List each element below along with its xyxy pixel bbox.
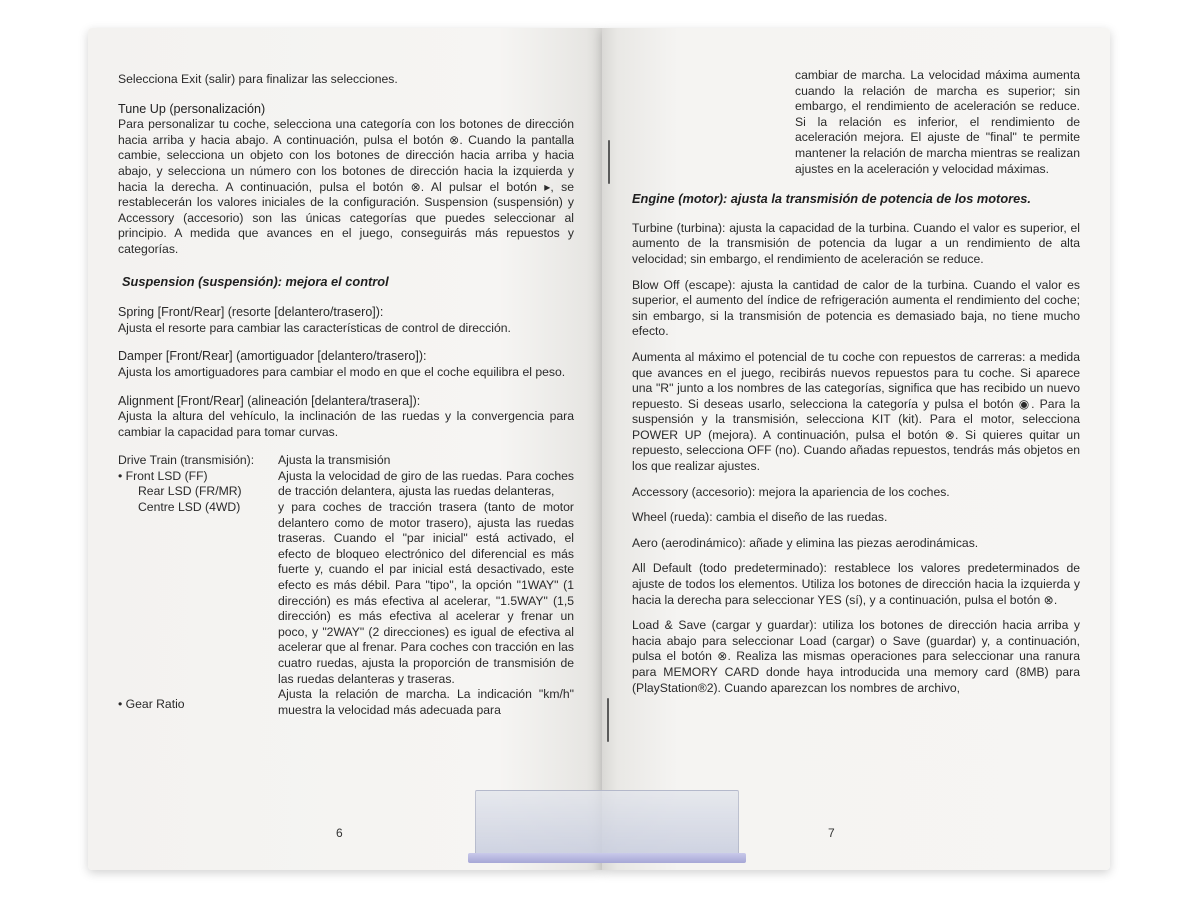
accessory-item bbox=[632, 485, 1080, 501]
damper-block bbox=[118, 349, 574, 380]
loadsave-body: (cargar y guardar): utiliza los botones de dirección hacia arriba y hacia abajo para seleccionar Load (cargar) o Save (guardar) y, a continuación, pulsa el botón ⊗. Realiza las mismas operaciones para seleccionar una ranura para MEMORY CARD donde haya introducida una memory card (8MB) para (PlayStation®2). Cuando aparezcan los nombres de archivo, bbox=[632, 618, 1080, 695]
front-lsd-label: • Front LSD (FF) bbox=[118, 468, 208, 483]
binding-staple-top bbox=[608, 140, 610, 184]
binding-staple-bottom bbox=[607, 698, 609, 742]
drive-train-desc: Ajusta la transmisión bbox=[278, 453, 391, 468]
tune-up-title: Tune Up (personalización) bbox=[118, 101, 266, 116]
wheel-item bbox=[632, 510, 1080, 526]
page-number-left: 6 bbox=[336, 826, 343, 840]
drive-train-label: Drive Train (transmisión): bbox=[118, 453, 255, 468]
manual-booklet bbox=[88, 28, 1110, 870]
aero-body: (aerodinámico): añade y elimina las piezas aerodinámicas. bbox=[657, 535, 979, 550]
loadsave-item bbox=[632, 618, 1080, 696]
gear-continuation: cambiar de marcha. La velocidad máxima aumenta cuando la relación de marcha es superior; sin embargo, el rendimiento de aceleración se reduce. Si la relación es inferior, el rendimiento de aceleración mejora. El ajuste de "final" te permite mantener la relación de marcha mientras se realizan ajustes en la aceleración y velocidad máximas. bbox=[795, 68, 1080, 176]
wheel-term: Wheel bbox=[632, 510, 667, 525]
gear-ratio-label: • Gear Ratio bbox=[118, 697, 185, 712]
loadsave-term: Load & Save bbox=[632, 618, 707, 633]
rear-lsd-label: Rear LSD (FR/MR) bbox=[138, 484, 242, 499]
damper-title: Damper [Front/Rear] (amortiguador [delantero/trasero]): bbox=[118, 349, 427, 364]
spring-block bbox=[118, 305, 574, 336]
lsd-desc: Ajusta la velocidad de giro de las ruedas. Para coches de tracción delantera, ajusta las ruedas delanteras, bbox=[278, 468, 574, 499]
page-left-content bbox=[118, 72, 574, 718]
aero-item bbox=[632, 536, 1080, 552]
turbine-body: (turbina): ajusta la capacidad de la turbina. Cuando el valor es superior, el aumento de la transmisión de potencia da lugar a un rendimiento de alta velocidad; sin embargo, el rendimiento de aceleración se reduce. bbox=[632, 220, 1080, 266]
blowoff-body: (escape): ajusta la cantidad de calor de la turbina. Cuando el valor es superior, el aumento del índice de refrigeración aumenta el rendimiento del coche; sin embargo, si la transmisión de potencia es demasiado baja, no tiene mucho efecto. bbox=[632, 277, 1080, 339]
maximize-term: Aumenta al máximo el potencial de tu coche con repuestos de carreras: bbox=[632, 349, 1026, 364]
page-number-right: 7 bbox=[828, 826, 835, 840]
alldefault-term: All Default bbox=[632, 561, 692, 576]
suspension-heading: Suspension (suspensión): mejora el control bbox=[122, 273, 389, 289]
centre-lsd-desc: y para coches de tracción trasera (tanto de motor delantero como de motor trasero), ajusta las ruedas traseras. Cuando el "par inicial" está activado, el efecto de bloqueo electrónico del diferencial es más fuerte y, cuando el par inicial está desactivado, este efecto es más débil. Para "tipo", la opción "1WAY" (1 dirección) es más efectiva al acelerar, "1.5WAY" (1,5 dirección) es más efectiva al acelerar y frenar un poco, y "2WAY" (2 direcciones) es igual de efectiva al acelerar que al frenar. Para coches con tracción en las cuatro ruedas, ajusta la proporción de transmisión de las ruedas delanteras y traseras. bbox=[278, 500, 574, 686]
alldefault-body: (todo predeterminado): restablece los valores predeterminados de ajuste de todos los elementos. Utiliza los botones de dirección hacia la izquierda y hacia la derecha para seleccionar YES (sí), y a continuación, pulsa el botón ⊗. bbox=[632, 561, 1081, 607]
centre-lsd-label: Centre LSD (4WD) bbox=[138, 500, 241, 515]
blowoff-item bbox=[632, 278, 1080, 340]
turbine-item bbox=[632, 221, 1080, 268]
front-rear-lsd-label bbox=[118, 469, 278, 500]
spring-title: Spring [Front/Rear] (resorte [delantero/trasero]): bbox=[118, 305, 384, 320]
alignment-block bbox=[118, 394, 574, 441]
display-stand bbox=[475, 790, 739, 860]
accessory-term: Accessory bbox=[632, 484, 689, 499]
aero-term: Aero bbox=[632, 535, 658, 550]
display-stand-base bbox=[468, 853, 746, 863]
alignment-title: Alignment [Front/Rear] (alineación [delantera/trasera]): bbox=[118, 393, 421, 408]
wheel-body: (rueda): cambia el diseño de las ruedas. bbox=[666, 510, 888, 525]
engine-heading: Engine (motor): ajusta la transmisión de potencia de los motores. bbox=[632, 191, 1031, 207]
gear-ratio-desc: Ajusta la relación de marcha. La indicación "km/h" muestra la velocidad más adecuada para bbox=[278, 687, 574, 717]
alldefault-item bbox=[632, 561, 1080, 608]
tune-up-body: Para personalizar tu coche, selecciona una categoría con los botones de dirección hacia arriba y hacia abajo. A continuación, pulsa el botón ⊗. Cuando la pantalla cambie, selecciona un objeto con los botones de dirección hacia arriba y hacia abajo, y selecciona un número con los botones de dirección hacia la izquierda y hacia la derecha. A continuación, pulsa el botón ⊗. Al pulsar el botón ▸, se restablecerán los valores iniciales de la configuración. Suspension (suspensión) y Accessory (accesorio) son las únicas categorías que puedes seleccionar al principio. A medida que avances en el juego, conseguirás más repuestos y categorías. bbox=[118, 117, 574, 256]
intro-text: Selecciona Exit (salir) para finalizar las selecciones. bbox=[118, 72, 398, 86]
drive-train-table bbox=[118, 453, 574, 718]
turbine-term: Turbine bbox=[632, 220, 673, 235]
maximize-item bbox=[632, 350, 1080, 475]
page-right bbox=[602, 28, 1110, 870]
blowoff-term: Blow Off bbox=[632, 277, 680, 292]
page-left bbox=[88, 28, 602, 870]
alignment-body: Ajusta la altura del vehículo, la inclinación de las ruedas y la convergencia para cambiar la capacidad para tomar curvas. bbox=[118, 409, 574, 439]
spring-body: Ajusta el resorte para cambiar las características de control de dirección. bbox=[118, 320, 511, 335]
damper-body: Ajusta los amortiguadores para cambiar el modo en que el coche equilibra el peso. bbox=[118, 364, 566, 379]
page-right-content bbox=[632, 68, 1080, 706]
maximize-body: a medida que avances en el juego, recibirás nuevos repuestos para tu coche. Si aparece una "R" junto a los nombres de las categorías, significa que has recibido un nuevo repuesto. Si deseas usarlo, selecciona la categoría y pulsa el botón ◉. Para la suspensión y la transmisión, selecciona KIT (kit). Para el motor, selecciona POWER UP (mejora). A continuación, pulsa el botón ⊗. Si quieres quitar un repuesto, selecciona OFF (no). Cuando añadas repuestos, tendrás más objetos en los que realizar ajustes. bbox=[632, 349, 1080, 474]
accessory-body: (accesorio): mejora la apariencia de los coches. bbox=[688, 484, 950, 499]
